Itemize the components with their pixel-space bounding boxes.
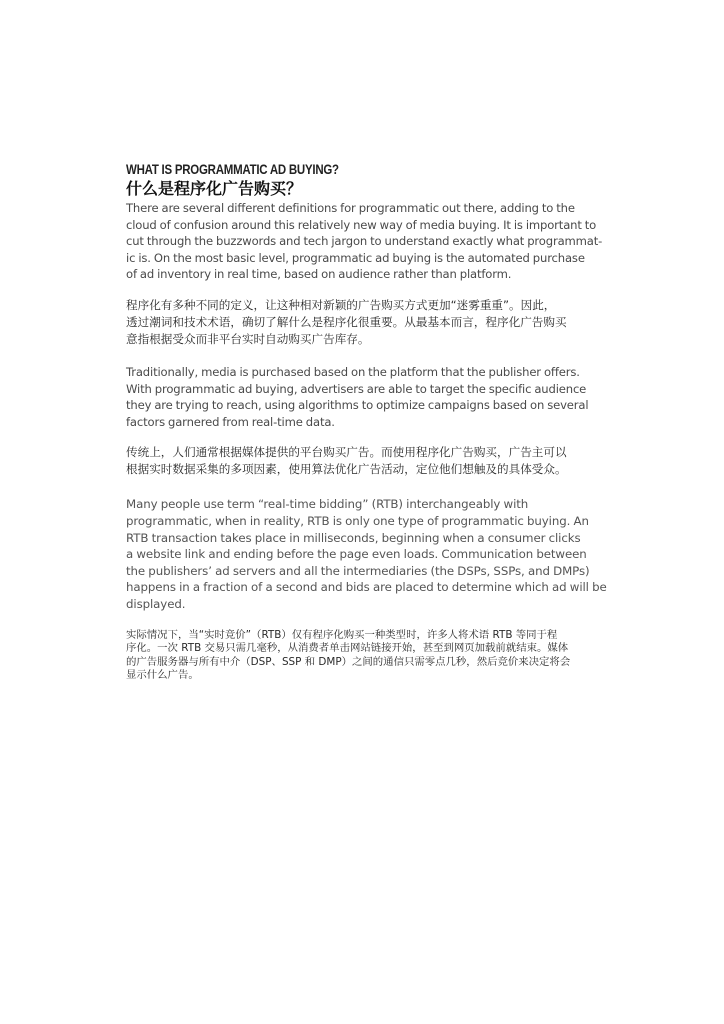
paragraph-3-en bbox=[126, 496, 607, 612]
text-line: cloud of confusion around this relatively new way of media buying. It is important to bbox=[126, 217, 597, 232]
text-line: Traditionally, media is purchased based on the platform that the publisher offers. bbox=[126, 364, 580, 379]
text-line: displayed. bbox=[126, 596, 186, 611]
text-line: they are trying to reach, using algorithms to optimize campaigns based on several bbox=[126, 398, 589, 413]
text-line: the publishers’ ad servers and all the intermediaries (the DSPs, SSPs, and DMPs) bbox=[126, 563, 590, 578]
text-line: 根据实时数据采集的多项因素，使用算法优化广告活动，定位他们想触及的具体受众。 bbox=[126, 462, 567, 477]
text-line: happens in a fraction of a second and bids are placed to determine which ad will be bbox=[126, 580, 607, 595]
text-line: 的广告服务器与所有中介（DSP、SSP 和 DMP）之间的通信只需零点几秒，然后竞价来决定将会 bbox=[126, 655, 571, 668]
text-line: of ad inventory in real time, based on audience rather than platform. bbox=[126, 267, 512, 282]
text-line: 显示什么广告。 bbox=[126, 669, 199, 682]
text-line: a website link and ending before the page even loads. Communication between bbox=[126, 547, 587, 562]
paragraph-2-zh bbox=[126, 444, 598, 478]
text-line: ic is. On the most basic level, programmatic ad buying is the automated purchase bbox=[126, 250, 585, 265]
paragraph-1-zh bbox=[126, 297, 598, 348]
text-line: 程序化有多种不同的定义，让这种相对新颖的广告购买方式更加“迷雾重重”。因此， bbox=[126, 297, 556, 312]
text-line: RTB transaction takes place in milliseconds, beginning when a consumer clicks bbox=[126, 530, 581, 545]
paragraph-1-en bbox=[126, 200, 603, 283]
text-line: programmatic, when in reality, RTB is only one type of programmatic buying. An bbox=[126, 513, 589, 528]
text-line: With programmatic ad buying, advertisers are able to target the specific audience bbox=[126, 381, 587, 396]
text-line: Many people use term “real-time bidding” (RTB) interchangeably with bbox=[126, 497, 529, 512]
section-heading-en: WHAT IS PROGRAMMATIC AD BUYING? bbox=[126, 161, 339, 177]
section-heading-zh: 什么是程序化广告购买？ bbox=[126, 179, 303, 198]
paragraph-3-zh bbox=[126, 629, 598, 683]
article bbox=[126, 160, 607, 683]
text-line: cut through the buzzwords and tech jargon to understand exactly what programmat- bbox=[126, 234, 603, 249]
text-line: 透过潮词和技术术语，确切了解什么是程序化很重要。从最基本而言，程序化广告购买 bbox=[126, 314, 567, 329]
paragraph-2-en bbox=[126, 364, 598, 430]
text-line: 序化。一次 RTB 交易只需几毫秒，从消费者单击网站链接开始，甚至到网页加载前就结束。媒体 bbox=[126, 642, 569, 655]
text-line: 意指根据受众而非平台实时自动购买广告库存。 bbox=[126, 331, 370, 346]
text-line: There are several different definitions for programmatic out there, adding to the bbox=[126, 201, 575, 215]
text-line: 传统上，人们通常根据媒体提供的平台购买广告。而使用程序化广告购买，广告主可以 bbox=[126, 445, 567, 460]
text-line: 实际情况下，当“实时竞价”（RTB）仅有程序化购买一种类型时，许多人将术语 RTB 等同于程 bbox=[126, 628, 558, 641]
text-line: factors garnered from real-time data. bbox=[126, 414, 335, 429]
